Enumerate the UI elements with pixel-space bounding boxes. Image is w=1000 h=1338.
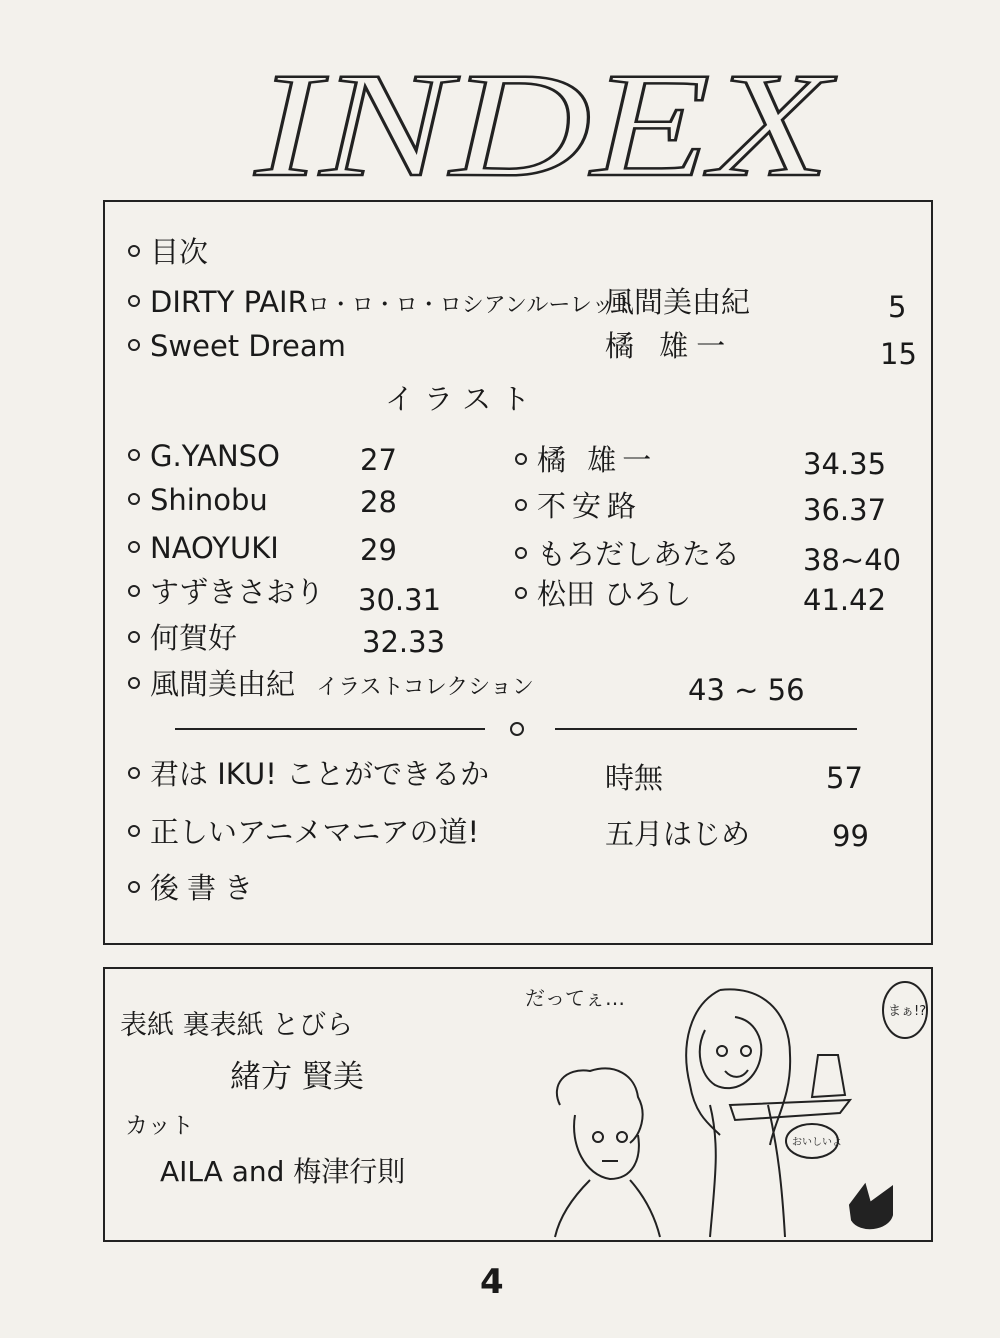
boy-body-icon <box>555 1180 590 1237</box>
illust-left-entry: すずきさおり <box>128 578 324 607</box>
bullet-icon <box>128 825 140 837</box>
story-page: 15 <box>880 337 917 371</box>
divider-dot-icon <box>510 722 524 736</box>
divider-left <box>175 728 485 730</box>
illust-right-page: 34.35 <box>803 447 887 481</box>
story-page: 5 <box>888 290 907 324</box>
bullet-icon <box>128 677 140 689</box>
bullet-icon <box>128 541 140 553</box>
illust-right-entry: 不安路 <box>515 492 642 521</box>
essay-page: 99 <box>832 819 869 853</box>
bullet-icon <box>128 245 140 257</box>
essay-entry: 後書き <box>128 874 261 903</box>
essay-entry: 君は IKU! ことができるか <box>128 760 489 789</box>
illust-left-page: 32.33 <box>362 625 446 659</box>
essay-entry: 正しいアニメマニアの道! <box>128 818 479 847</box>
essay-author: 五月はじめ <box>605 817 751 851</box>
cover-label: 表紙 裏表紙 とびら <box>120 1010 354 1041</box>
illust-heading: イラスト <box>385 382 541 416</box>
bullet-icon <box>128 767 140 779</box>
bullet-icon <box>515 547 527 559</box>
illust-left-entry: G.YANSO <box>128 442 280 471</box>
divider-right <box>555 728 857 730</box>
illust-right-page: 41.42 <box>803 583 887 617</box>
bullet-icon <box>128 295 140 307</box>
girl-face-icon <box>700 1017 761 1088</box>
boy-face-icon <box>574 1115 639 1179</box>
illust-left-page: 29 <box>360 533 397 567</box>
bullet-icon <box>128 339 140 351</box>
index-title-text: INDEX <box>253 42 837 208</box>
story-author: 橘 雄一 <box>605 329 734 363</box>
bullet-icon <box>128 449 140 461</box>
collection-pages: 43 ~ 56 <box>688 673 805 707</box>
story-entry <box>128 329 346 363</box>
illust-right-entry: もろだしあたる <box>515 540 740 569</box>
cut-label: カット <box>125 1113 194 1139</box>
illust-left-page: 30.31 <box>358 583 442 617</box>
essay-page: 57 <box>826 761 863 795</box>
bullet-icon <box>128 881 140 893</box>
bubble-text: まぁ!? <box>888 1004 927 1019</box>
collection-artist: 風間美由紀 <box>150 667 296 701</box>
illust-left-page: 27 <box>360 443 397 477</box>
cover-artist: 緒方 賢美 <box>230 1059 364 1095</box>
contents-heading: 目次 <box>128 238 208 267</box>
cat-icon <box>850 1185 892 1228</box>
cake-icon <box>812 1055 845 1097</box>
illust-right-page: 38~40 <box>803 543 902 577</box>
cut-artists: AILA and 梅津行則 <box>160 1155 406 1188</box>
essay-author: 時無 <box>605 761 664 795</box>
bullet-icon <box>515 499 527 511</box>
bullet-icon <box>515 587 527 599</box>
story-entry <box>128 285 636 319</box>
collection-label: イラストコレクション <box>316 675 534 700</box>
collection-entry <box>128 667 534 701</box>
bullet-icon <box>128 585 140 597</box>
illust-right-entry: 橘 雄一 <box>515 446 657 475</box>
bullet-icon <box>128 493 140 505</box>
illust-left-entry: NAOYUKI <box>128 534 279 563</box>
page-number: 4 <box>480 1262 504 1302</box>
illust-left-entry: 何賀好 <box>128 624 237 653</box>
story-title: Sweet Dream <box>150 329 346 363</box>
illustration-drawing <box>520 975 927 1237</box>
small-bubble-text: おいしいよ <box>792 1137 842 1148</box>
story-title: DIRTY PAIR <box>150 285 308 319</box>
illust-right-page: 36.37 <box>803 493 887 527</box>
bullet-icon <box>128 631 140 643</box>
long-hair-icon <box>686 990 720 1135</box>
story-subtitle: ロ・ロ・ロ・ロシアンルーレット <box>307 293 636 318</box>
plate-icon <box>730 1100 850 1120</box>
index-title-outline <box>250 42 840 208</box>
illust-left-entry: Shinobu <box>128 486 268 515</box>
index-title <box>250 42 840 208</box>
character-illustration <box>520 975 927 1237</box>
story-author: 風間美由紀 <box>605 285 751 319</box>
illust-right-entry: 松田 ひろし <box>515 580 691 609</box>
illust-left-page: 28 <box>360 485 397 519</box>
bullet-icon <box>515 453 527 465</box>
speech-text: だってぇ… <box>525 986 625 1010</box>
